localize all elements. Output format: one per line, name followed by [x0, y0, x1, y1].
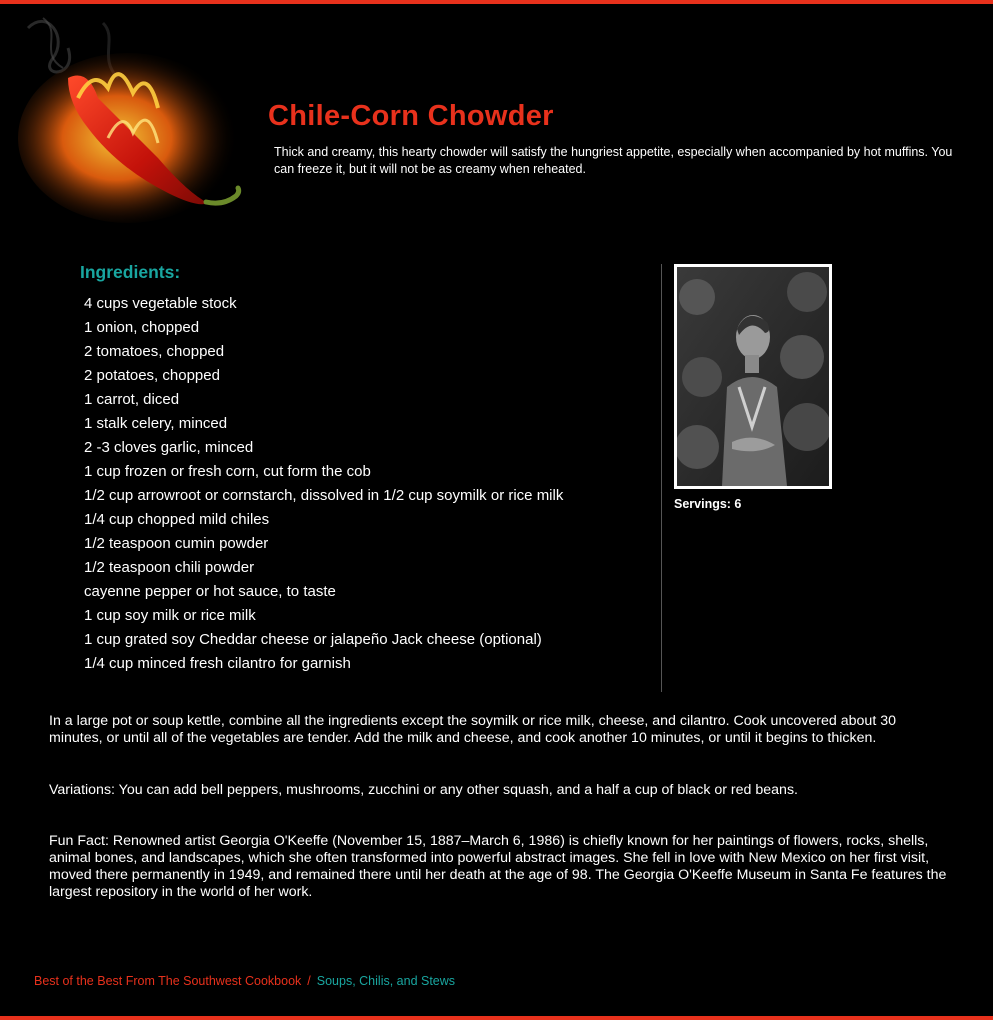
top-accent-bar — [0, 0, 993, 4]
ingredients-heading: Ingredients: — [80, 262, 181, 282]
ingredient-item: 1 cup grated soy Cheddar cheese or jalapeño Jack cheese (optional) — [84, 631, 542, 648]
directions-text: In a large pot or soup kettle, combine all the ingredients except the soymilk or rice milk, cheese, and cilantro. Cook uncovered about 30 minutes, or until all of the vegetables are tender. Add the milk and cheese, and cook another 10 minutes, or until it begins to thicken. — [49, 713, 896, 746]
ingredient-item: 1/4 cup chopped mild chiles — [84, 511, 270, 528]
ingredient-item: cayenne pepper or hot sauce, to taste — [84, 583, 336, 600]
variations-text: Variations: You can add bell peppers, mushrooms, zucchini or any other squash, and a half a cup of black or red beans. — [49, 782, 798, 798]
fun-fact-text: Fun Fact: Renowned artist Georgia O'Keeffe (November 15, 1887–March 6, 1986) is chiefly known for her paintings of flowers, rocks, shells, animal bones, and landscapes, which she often transformed into powerful abstract images. She fell in love with New Mexico on her first visit, moved there permanently in 1949, and remained there until her death at the age of 98. The Georgia O'Keeffe Museum in Santa Fe features the largest repository in the world of her work. — [49, 833, 947, 900]
breadcrumb-book-link[interactable]: Best of the Best From The Southwest Cookbook — [34, 974, 302, 988]
ingredient-item: 2 -3 cloves garlic, minced — [84, 439, 254, 456]
ingredient-item: 2 tomatoes, chopped — [84, 343, 225, 360]
recipe-intro: Thick and creamy, this hearty chowder will satisfy the hungriest appetite, especially when accompanied by hot muffins. You can freeze it, but it will not be as creamy when reheated. — [274, 145, 953, 176]
breadcrumb-category-link[interactable]: Soups, Chilis, and Stews — [316, 974, 456, 988]
ingredient-item: 1/2 teaspoon chili powder — [84, 559, 255, 576]
ingredient-item: 1 cup frozen or fresh corn, cut form the cob — [84, 463, 371, 480]
ingredient-item: 4 cups vegetable stock — [84, 295, 237, 312]
column-divider — [661, 264, 662, 692]
breadcrumb-separator: / — [307, 974, 311, 988]
portrait-photo — [674, 264, 832, 489]
ingredient-item: 2 potatoes, chopped — [84, 367, 220, 384]
ingredient-item: 1 stalk celery, minced — [84, 415, 228, 432]
ingredient-item: 1/4 cup minced fresh cilantro for garnish — [84, 655, 351, 672]
ingredient-item: 1 onion, chopped — [84, 319, 200, 336]
ingredient-item: 1 cup soy milk or rice milk — [84, 607, 256, 624]
bottom-accent-bar — [0, 1016, 993, 1020]
flaming-chile-image — [8, 8, 260, 240]
ingredients-list — [84, 292, 563, 676]
recipe-title: Chile-Corn Chowder — [268, 100, 554, 132]
servings-label: Servings: 6 — [674, 497, 742, 511]
breadcrumb — [34, 974, 455, 988]
ingredient-item: 1 carrot, diced — [84, 391, 180, 408]
ingredient-item: 1/2 teaspoon cumin powder — [84, 535, 269, 552]
ingredient-item: 1/2 cup arrowroot or cornstarch, dissolved in 1/2 cup soymilk or rice milk — [84, 487, 564, 504]
